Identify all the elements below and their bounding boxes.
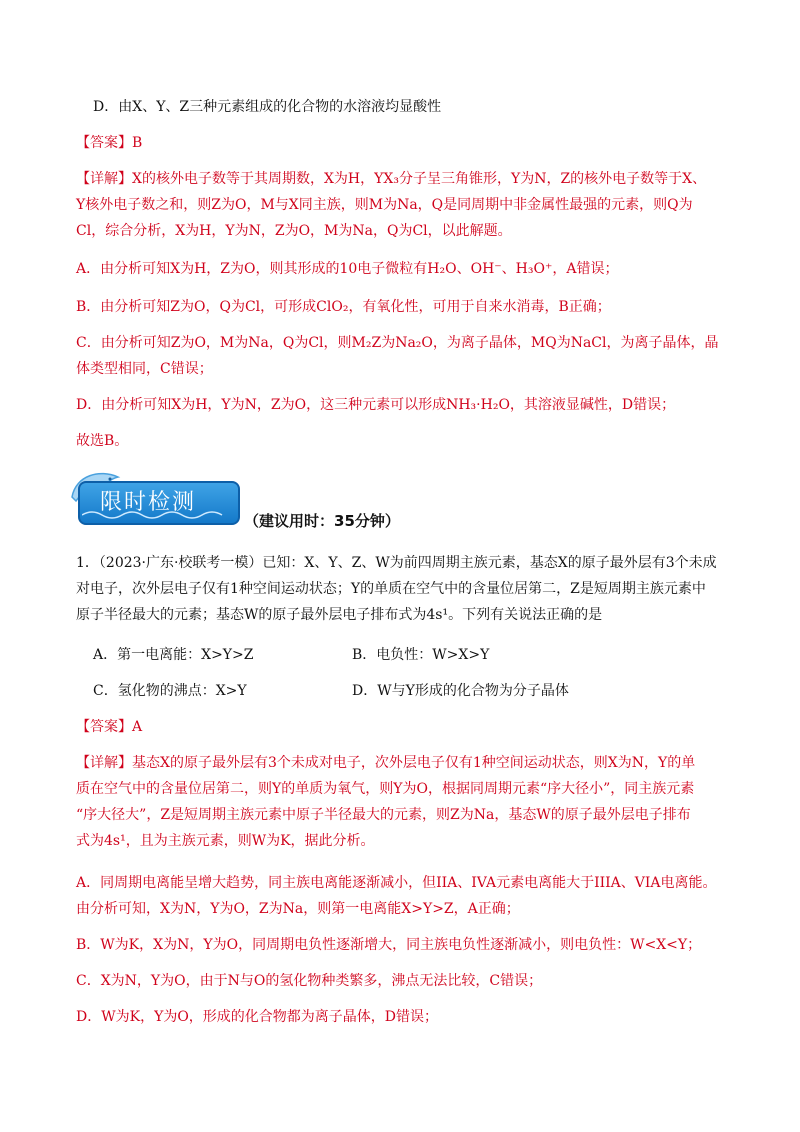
prev-detail-line-1: 【详解】X的核外电子数等于其周期数，X为H，YX₃分子呈三角锥形，Y为N，Z的核外电子数等于X、 xyxy=(76,171,707,187)
prev-conclusion: 故选B。 xyxy=(76,433,129,449)
prev-detail-line-2: Y核外电子数之和，则Z为O，M与X同主族，则M为Na，Q是同周期中非金属性最强的元素，则Q为 xyxy=(76,197,693,213)
prev-answer: 【答案】B xyxy=(76,135,143,151)
prev-option-d: D．由X、Y、Z三种元素组成的化合物的水溶液均显酸性 xyxy=(93,99,442,115)
q1-stem-line-1: 1．（2023·广东·校联考一模）已知：X、Y、Z、W为前四周期主族元素，基态X的原子最外层有3个未成 xyxy=(76,555,717,571)
prev-analysis-b: B．由分析可知Z为O，Q为Cl，可形成ClO₂，有氧化性，可用于自来水消毒，B正确； xyxy=(76,299,611,315)
q1-answer: 【答案】A xyxy=(76,719,143,735)
q1-analysis-d: D．W为K，Y为O，形成的化合物都为离子晶体，D错误； xyxy=(76,1009,439,1025)
q1-option-row-2 xyxy=(93,680,743,702)
q1-detail-line-3: “序大径大”，Z是短周期主族元素中原子半径最大的元素，则Z为Na，基态W的原子最外层电子排布 xyxy=(76,807,691,823)
q1-detail-line-4: 式为4s¹，且为主族元素，则W为K，据此分析。 xyxy=(76,833,375,849)
prev-analysis-c-line-2: 体类型相同，C错误； xyxy=(76,361,213,377)
q1-option-c: C．氢化物的沸点：X>Y xyxy=(93,683,247,699)
q1-analysis-b: B．W为K，X为N，Y为O，同周期电负性逐渐增大，同主族电负性逐渐减小，则电负性：W<X<Y； xyxy=(76,937,702,953)
q1-option-d: D．W与Y形成的化合物为分子晶体 xyxy=(352,683,569,699)
q1-stem-line-3: 原子半径最大的元素；基态W的原子最外层电子排布式为4s¹。下列有关说法正确的是 xyxy=(76,607,603,623)
q1-detail-line-1: 【详解】基态X的原子最外层有3个未成对电子，次外层电子仅有1种空间运动状态，则X为N，Y的单 xyxy=(76,755,696,771)
q1-analysis-a-line-2: 由分析可知，X为N，Y为O，Z为Na，则第一电离能X>Y>Z，A正确； xyxy=(76,901,520,917)
prev-analysis-a: A．由分析可知X为H，Z为O，则其形成的10电子微粒有H₂O、OH⁻、H₃O⁺，A错误； xyxy=(76,261,619,277)
q1-stem-line-2: 对电子，次外层电子仅有1种空间运动状态；Y的单质在空气中的含量位居第二，Z是短周期主族元素中 xyxy=(76,581,706,597)
prev-analysis-d: D．由分析可知X为H，Y为N，Z为O，这三种元素可以形成NH₃·H₂O，其溶液显碱性，D错误； xyxy=(76,397,676,413)
time-note: （建议用时：35分钟） xyxy=(244,512,400,530)
q1-detail-line-2: 质在空气中的含量位居第二，则Y的单质为氧气，则Y为O，根据同周期元素“序大径小”，同主族元素 xyxy=(76,781,695,797)
q1-option-a: A．第一电离能：X>Y>Z xyxy=(93,647,254,663)
prev-detail-line-3: Cl，综合分析，X为H，Y为N，Z为O，M为Na，Q为Cl，以此解题。 xyxy=(76,223,512,239)
q1-option-b: B．电负性：W>X>Y xyxy=(352,647,490,663)
prev-analysis-c-line-1: C．由分析可知Z为O，M为Na，Q为Cl，则M₂Z为Na₂O，为离子晶体，MQ为NaCl，为离子晶体，晶 xyxy=(76,335,719,351)
q1-analysis-c: C．X为N，Y为O，由于N与O的氢化物种类繁多，沸点无法比较，C错误； xyxy=(76,973,543,989)
q1-analysis-a-line-1: A．同周期电离能呈增大趋势，同主族电离能逐渐减小，但IIA、IVA元素电离能大于IIIA、VIA电离能。 xyxy=(76,875,717,891)
section-title: 限时检测 xyxy=(100,490,197,515)
section-banner xyxy=(66,467,238,529)
q1-option-row-1 xyxy=(93,644,743,666)
